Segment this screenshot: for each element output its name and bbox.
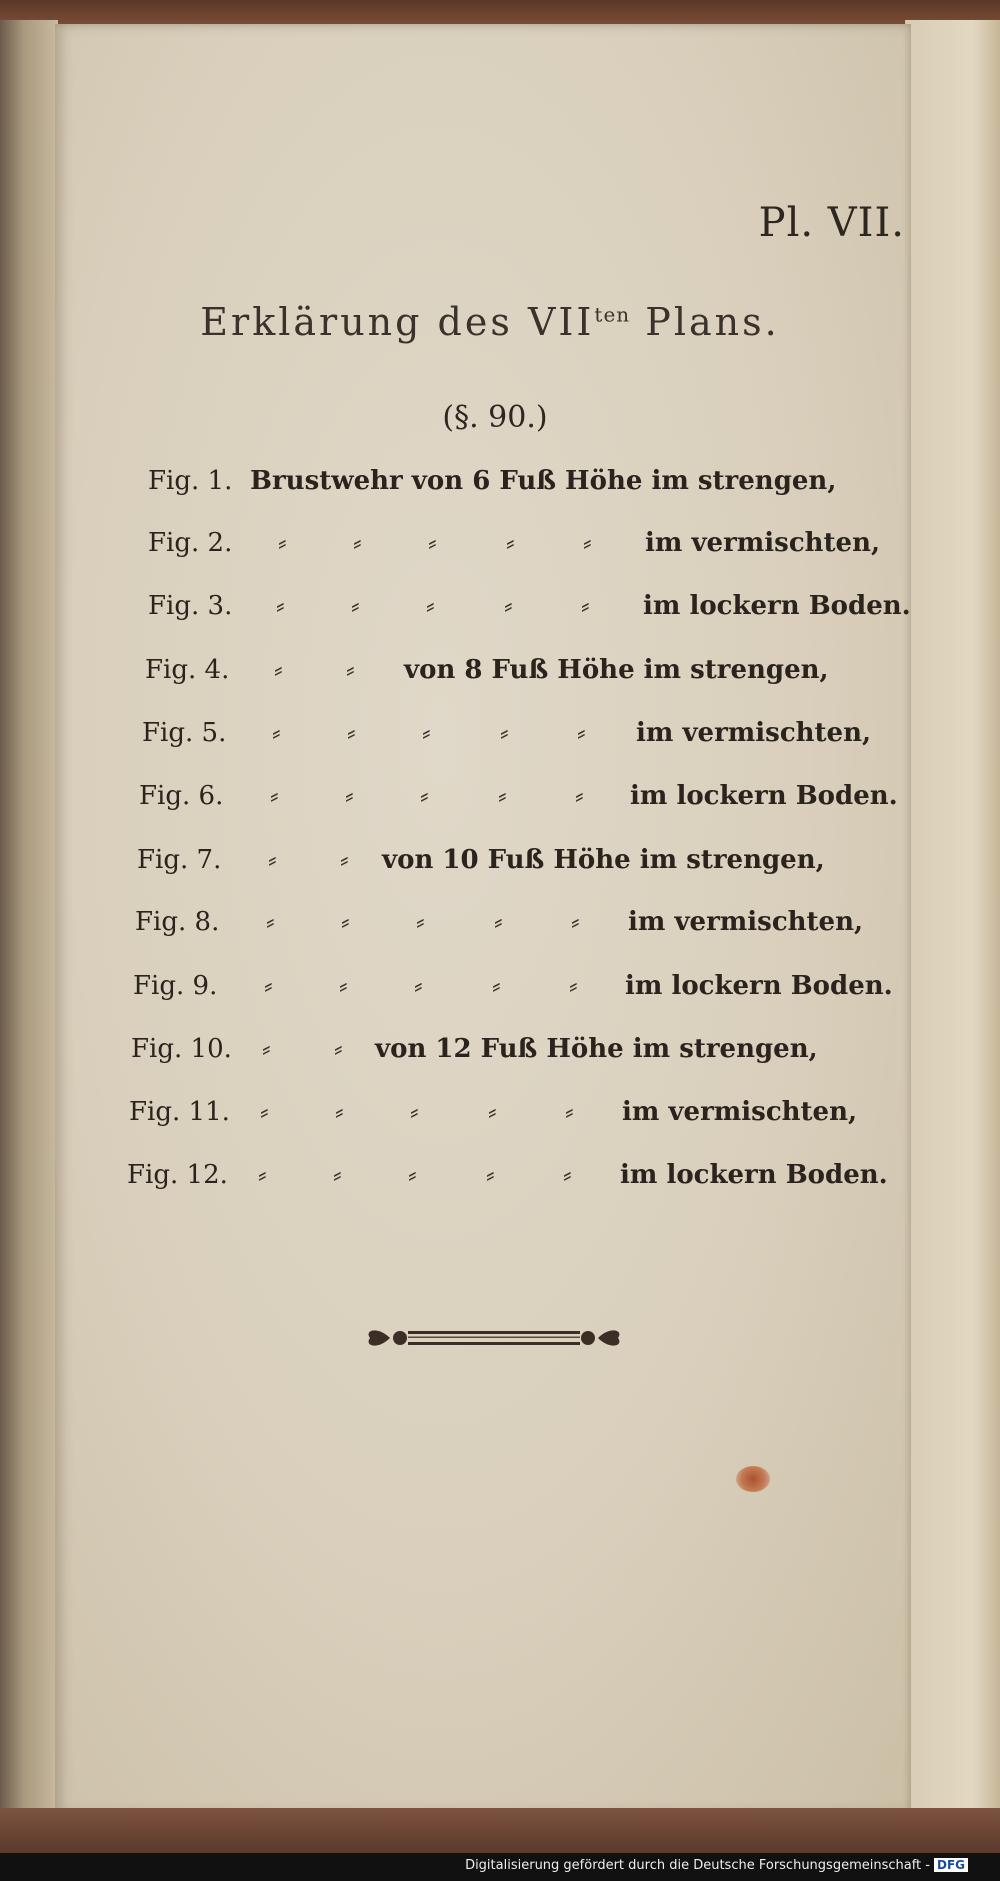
ditto-mark: ⸗: [565, 1097, 574, 1127]
ditto-mark: ⸗: [260, 1097, 269, 1127]
figure-description: von 10 Fuß Höhe im strengen,: [382, 845, 825, 875]
ditto-mark: ⸗: [486, 1160, 495, 1190]
page-title: [0, 300, 980, 344]
figure-description: im lockern Boden.: [643, 591, 911, 621]
ditto-mark: ⸗: [408, 1160, 417, 1190]
figure-description: im lockern Boden.: [625, 971, 893, 1001]
figure-description: im vermischten,: [622, 1097, 858, 1127]
figure-row: [0, 718, 1000, 778]
ditto-mark: ⸗: [583, 528, 592, 558]
ditto-mark: ⸗: [278, 528, 287, 558]
ditto-mark: ⸗: [341, 907, 350, 937]
figure-number: Fig. 4.: [145, 655, 230, 685]
figure-row: [0, 528, 1000, 588]
ditto-mark: ⸗: [334, 1034, 343, 1064]
ditto-mark: ⸗: [272, 718, 281, 748]
ditto-mark: ⸗: [274, 655, 283, 685]
ditto-mark: ⸗: [577, 718, 586, 748]
digitization-credit: [465, 1858, 968, 1873]
figure-row: [0, 1160, 1000, 1220]
ditto-mark: ⸗: [575, 781, 584, 811]
ditto-mark: ⸗: [488, 1097, 497, 1127]
ditto-mark: ⸗: [581, 591, 590, 621]
figure-row: [0, 655, 1000, 715]
figure-number: Fig. 7.: [137, 845, 222, 875]
figure-description: im vermischten,: [636, 718, 872, 748]
ditto-mark: ⸗: [346, 655, 355, 685]
ditto-mark: ⸗: [340, 845, 349, 875]
figure-number: Fig. 10.: [131, 1034, 232, 1064]
ditto-mark: ⸗: [276, 591, 285, 621]
ditto-mark: ⸗: [420, 781, 429, 811]
figure-row: [0, 591, 1000, 651]
title-superscript: ten: [594, 302, 631, 327]
ditto-mark: ⸗: [500, 718, 509, 748]
ditto-mark: ⸗: [268, 845, 277, 875]
figure-row: [0, 781, 1000, 841]
figure-number: Fig. 12.: [127, 1160, 228, 1190]
figure-number: Fig. 2.: [148, 528, 233, 558]
ditto-mark: ⸗: [353, 528, 362, 558]
ditto-mark: ⸗: [428, 528, 437, 558]
figure-description: von 8 Fuß Höhe im strengen,: [404, 655, 829, 685]
ditto-mark: ⸗: [262, 1034, 271, 1064]
ditto-mark: ⸗: [339, 971, 348, 1001]
ditto-mark: ⸗: [506, 528, 515, 558]
figure-number: Fig. 8.: [135, 907, 220, 937]
figure-row: [0, 466, 1000, 526]
paper-stain: [736, 1466, 770, 1492]
title-end: Plans.: [630, 300, 780, 344]
ditto-mark: ⸗: [504, 591, 513, 621]
ditto-mark: ⸗: [416, 907, 425, 937]
figure-row: [0, 907, 1000, 967]
ditto-mark: ⸗: [569, 971, 578, 1001]
figure-description: im lockern Boden.: [620, 1160, 888, 1190]
figure-description: im vermischten,: [645, 528, 881, 558]
figure-number: Fig. 6.: [139, 781, 224, 811]
ditto-mark: ⸗: [494, 907, 503, 937]
ditto-mark: ⸗: [335, 1097, 344, 1127]
ditto-mark: ⸗: [571, 907, 580, 937]
ditto-mark: ⸗: [426, 591, 435, 621]
ditto-mark: ⸗: [498, 781, 507, 811]
ditto-mark: ⸗: [333, 1160, 342, 1190]
ditto-mark: ⸗: [492, 971, 501, 1001]
title-main: Erklärung des VII: [200, 300, 595, 344]
ditto-mark: ⸗: [414, 971, 423, 1001]
plate-label: Pl. VII.: [758, 200, 905, 246]
ditto-mark: ⸗: [422, 718, 431, 748]
figure-number: Fig. 11.: [129, 1097, 230, 1127]
figure-description: von 12 Fuß Höhe im strengen,: [375, 1034, 818, 1064]
credit-text: Digitalisierung gefördert durch die Deutsche Forschungsgemeinschaft -: [465, 1858, 930, 1873]
figure-number: Fig. 1.: [148, 466, 233, 496]
figure-description: im vermischten,: [628, 907, 864, 937]
figure-number: Fig. 3.: [148, 591, 233, 621]
ditto-mark: ⸗: [563, 1160, 572, 1190]
figure-row: [0, 1097, 1000, 1157]
dfg-logo: DFG: [934, 1858, 968, 1872]
ditto-mark: ⸗: [410, 1097, 419, 1127]
ditto-mark: ⸗: [351, 591, 360, 621]
figure-row: [0, 971, 1000, 1031]
ditto-mark: ⸗: [345, 781, 354, 811]
ornament-rule: [360, 1320, 628, 1356]
figure-description: im lockern Boden.: [630, 781, 898, 811]
ditto-mark: ⸗: [266, 907, 275, 937]
figure-description: Brustwehr von 6 Fuß Höhe im strengen,: [250, 466, 837, 496]
ditto-mark: ⸗: [347, 718, 356, 748]
ditto-mark: ⸗: [258, 1160, 267, 1190]
ditto-mark: ⸗: [264, 971, 273, 1001]
figure-number: Fig. 9.: [133, 971, 218, 1001]
figure-row: [0, 1034, 1000, 1094]
ditto-mark: ⸗: [270, 781, 279, 811]
figure-number: Fig. 5.: [142, 718, 227, 748]
binding-bottom: [0, 1808, 1000, 1853]
section-reference: (§. 90.): [442, 400, 548, 435]
figure-row: [0, 845, 1000, 905]
